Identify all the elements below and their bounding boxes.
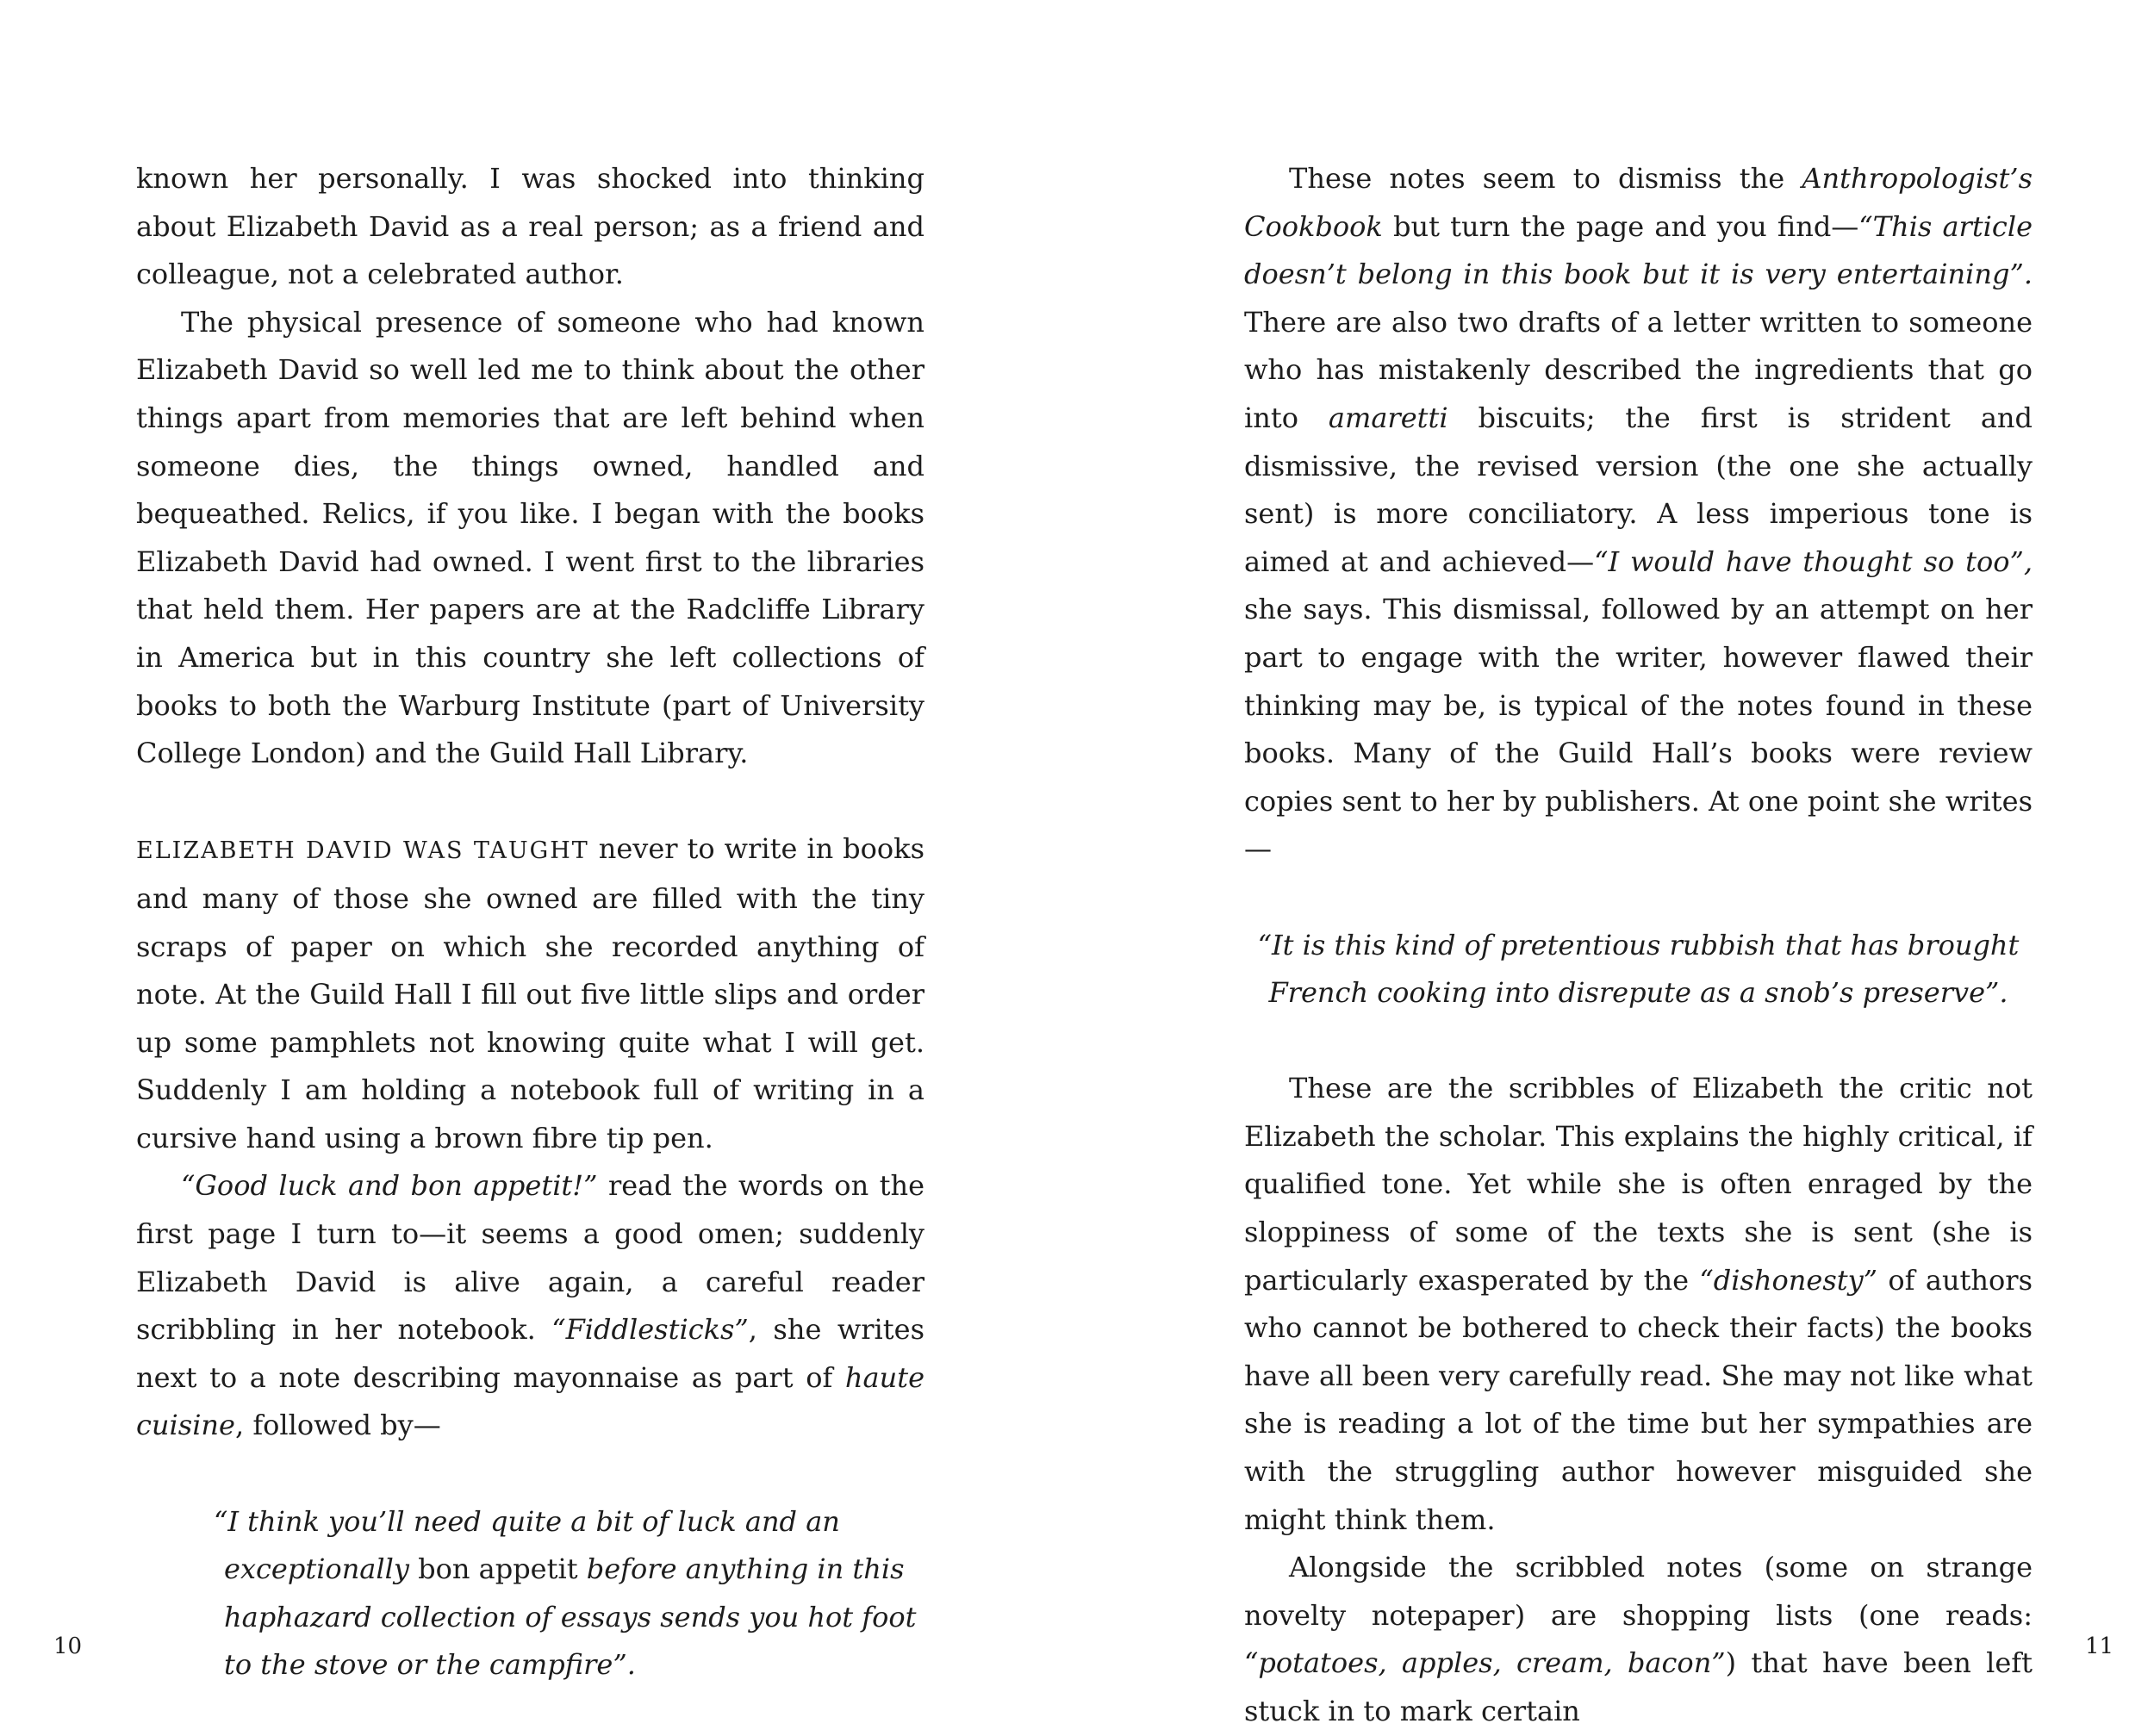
text-run: she says. This dismissal, followed by an attempt on her part to engage with the writer, however flawed their thinking may be, is typical of the notes found in these books. Many of the Guild Hall’s books were review copies sent to her by publishers. At one point she writes— xyxy=(1244,593,2033,866)
text-run: but turn the page and you find— xyxy=(1382,209,1859,243)
left-block-quote xyxy=(136,1498,924,1689)
text-run: These are the scribbles of Elizabeth the critic not Elizabeth the scholar. This explains the highly critical, if qualified tone. Yet while she is often enraged by the sloppiness of some of the texts she is sent (she is particularly exasperated by the xyxy=(1244,1072,2033,1297)
right-paragraph-2 xyxy=(1244,1065,2033,1544)
left-paragraph-1: known her personally. I was shocked into thinking about Elizabeth David as a real person; as a friend and colleague, not a celebrated author. xyxy=(136,162,924,291)
italic-phrase: “dishonesty” xyxy=(1699,1263,1878,1297)
italic-phrase: amaretti xyxy=(1328,401,1448,434)
quote-line xyxy=(214,1546,905,1594)
italic-phrase: “I would have thought so too”, xyxy=(1594,544,2033,578)
right-paragraph-1 xyxy=(1244,155,2033,874)
text-run: Alongside the scribbled notes (some on strange novelty notepaper) are shopping lists (one reads: xyxy=(1244,1551,2033,1632)
italic-phrase: “Good luck and bon appetit!” xyxy=(181,1169,598,1203)
text-run: , she writes next to a note describing mayonnaise as part of xyxy=(136,1313,925,1394)
page-number-left: 10 xyxy=(53,1633,83,1659)
section-break xyxy=(136,778,924,826)
roman-phrase: bon appetit xyxy=(408,1552,587,1586)
italic-phrase: Anthropologist’s Cookbook xyxy=(1244,162,2033,243)
quote-line: haphazard collection of essays sends you hot foot xyxy=(224,1600,917,1633)
text-run: ) that have been left stuck in to mark certain xyxy=(1244,1646,2033,1727)
text-run: There are also two drafts of a letter written to someone who has mistakenly described the ingredients that go into xyxy=(1244,305,2033,434)
italic-phrase: “Fiddlesticks” xyxy=(551,1313,749,1347)
left-page xyxy=(0,0,1077,1706)
block-quote-space xyxy=(1244,1017,2033,1066)
quote-line: “I think you’ll need quite a bit of luck and an xyxy=(214,1504,840,1538)
right-paragraph-3 xyxy=(1244,1544,2033,1735)
text-run: read the words on the first page I turn to—it seems a good omen; suddenly Elizabeth David is alive again, a careful reader scribbling in her notebook. xyxy=(136,1169,925,1347)
italic-phrase: before anything in this xyxy=(586,1552,905,1586)
right-text-column xyxy=(1244,155,2033,1736)
text-run: , followed by— xyxy=(234,1409,441,1442)
block-quote-space xyxy=(136,1450,924,1498)
section-lead-small-caps: ELIZABETH DAVID WAS TAUGHT xyxy=(136,837,589,865)
left-paragraph-2: The physical presence of someone who had known Elizabeth David so well led me to think about the other things apart from memories that are left behind when someone dies, the things owned, handled and bequeathed. Relics, if you like. I began with the books Elizabeth David had owned. I went first to the libraries that held them. Her papers are at the Radcliffe Library in America but in this country she left collections of books to both the Warburg Institute (part of University College London) and the Guild Hall Library. xyxy=(136,305,924,770)
italic-phrase: “This article doesn’t belong in this book but it is very entertaining”. xyxy=(1244,209,2033,291)
text-run: These notes seem to dismiss the xyxy=(1289,162,1802,195)
quote-line: to the stove or the campfire”. xyxy=(224,1648,636,1682)
text-run: of authors who cannot be bothered to check their facts) the books have all been very carefully read. She may not like what she is reading a lot of the time but her sympathies are with the struggling author however misguided she might think them. xyxy=(1244,1263,2033,1536)
page-number-right: 11 xyxy=(2085,1633,2114,1659)
quote-line: “It is this kind of pretentious rubbish that has brought xyxy=(1257,928,2020,961)
right-page xyxy=(1077,0,2154,1727)
quote-line: French cooking into disrepute as a snob’s preserve”. xyxy=(1268,976,2008,1010)
text-run: biscuits; the first is strident and dismissive, the revised version (the one she actually sent) is more conciliatory. A less imperious tone is aimed at and achieved— xyxy=(1244,401,2033,578)
italic-phrase: exceptionally xyxy=(224,1552,409,1586)
italic-phrase: haute cuisine xyxy=(136,1360,924,1442)
italic-phrase: “potatoes, apples, cream, bacon” xyxy=(1244,1646,1726,1680)
left-paragraph-4 xyxy=(136,1162,924,1450)
right-block-quote xyxy=(1244,922,2033,1017)
left-paragraph-3 xyxy=(136,825,924,1162)
left-text-column xyxy=(136,155,924,1689)
section-lead-text: never to write in books and many of those she owned are filled with the tiny scraps of paper on which she recorded anything of note. At the Guild Hall I fill out five little slips and order up some pamphlets not knowing quite what I will get. Suddenly I am holding a notebook full of writing in a cursive hand using a brown fibre tip pen. xyxy=(136,832,924,1154)
block-quote-space xyxy=(1244,874,2033,922)
